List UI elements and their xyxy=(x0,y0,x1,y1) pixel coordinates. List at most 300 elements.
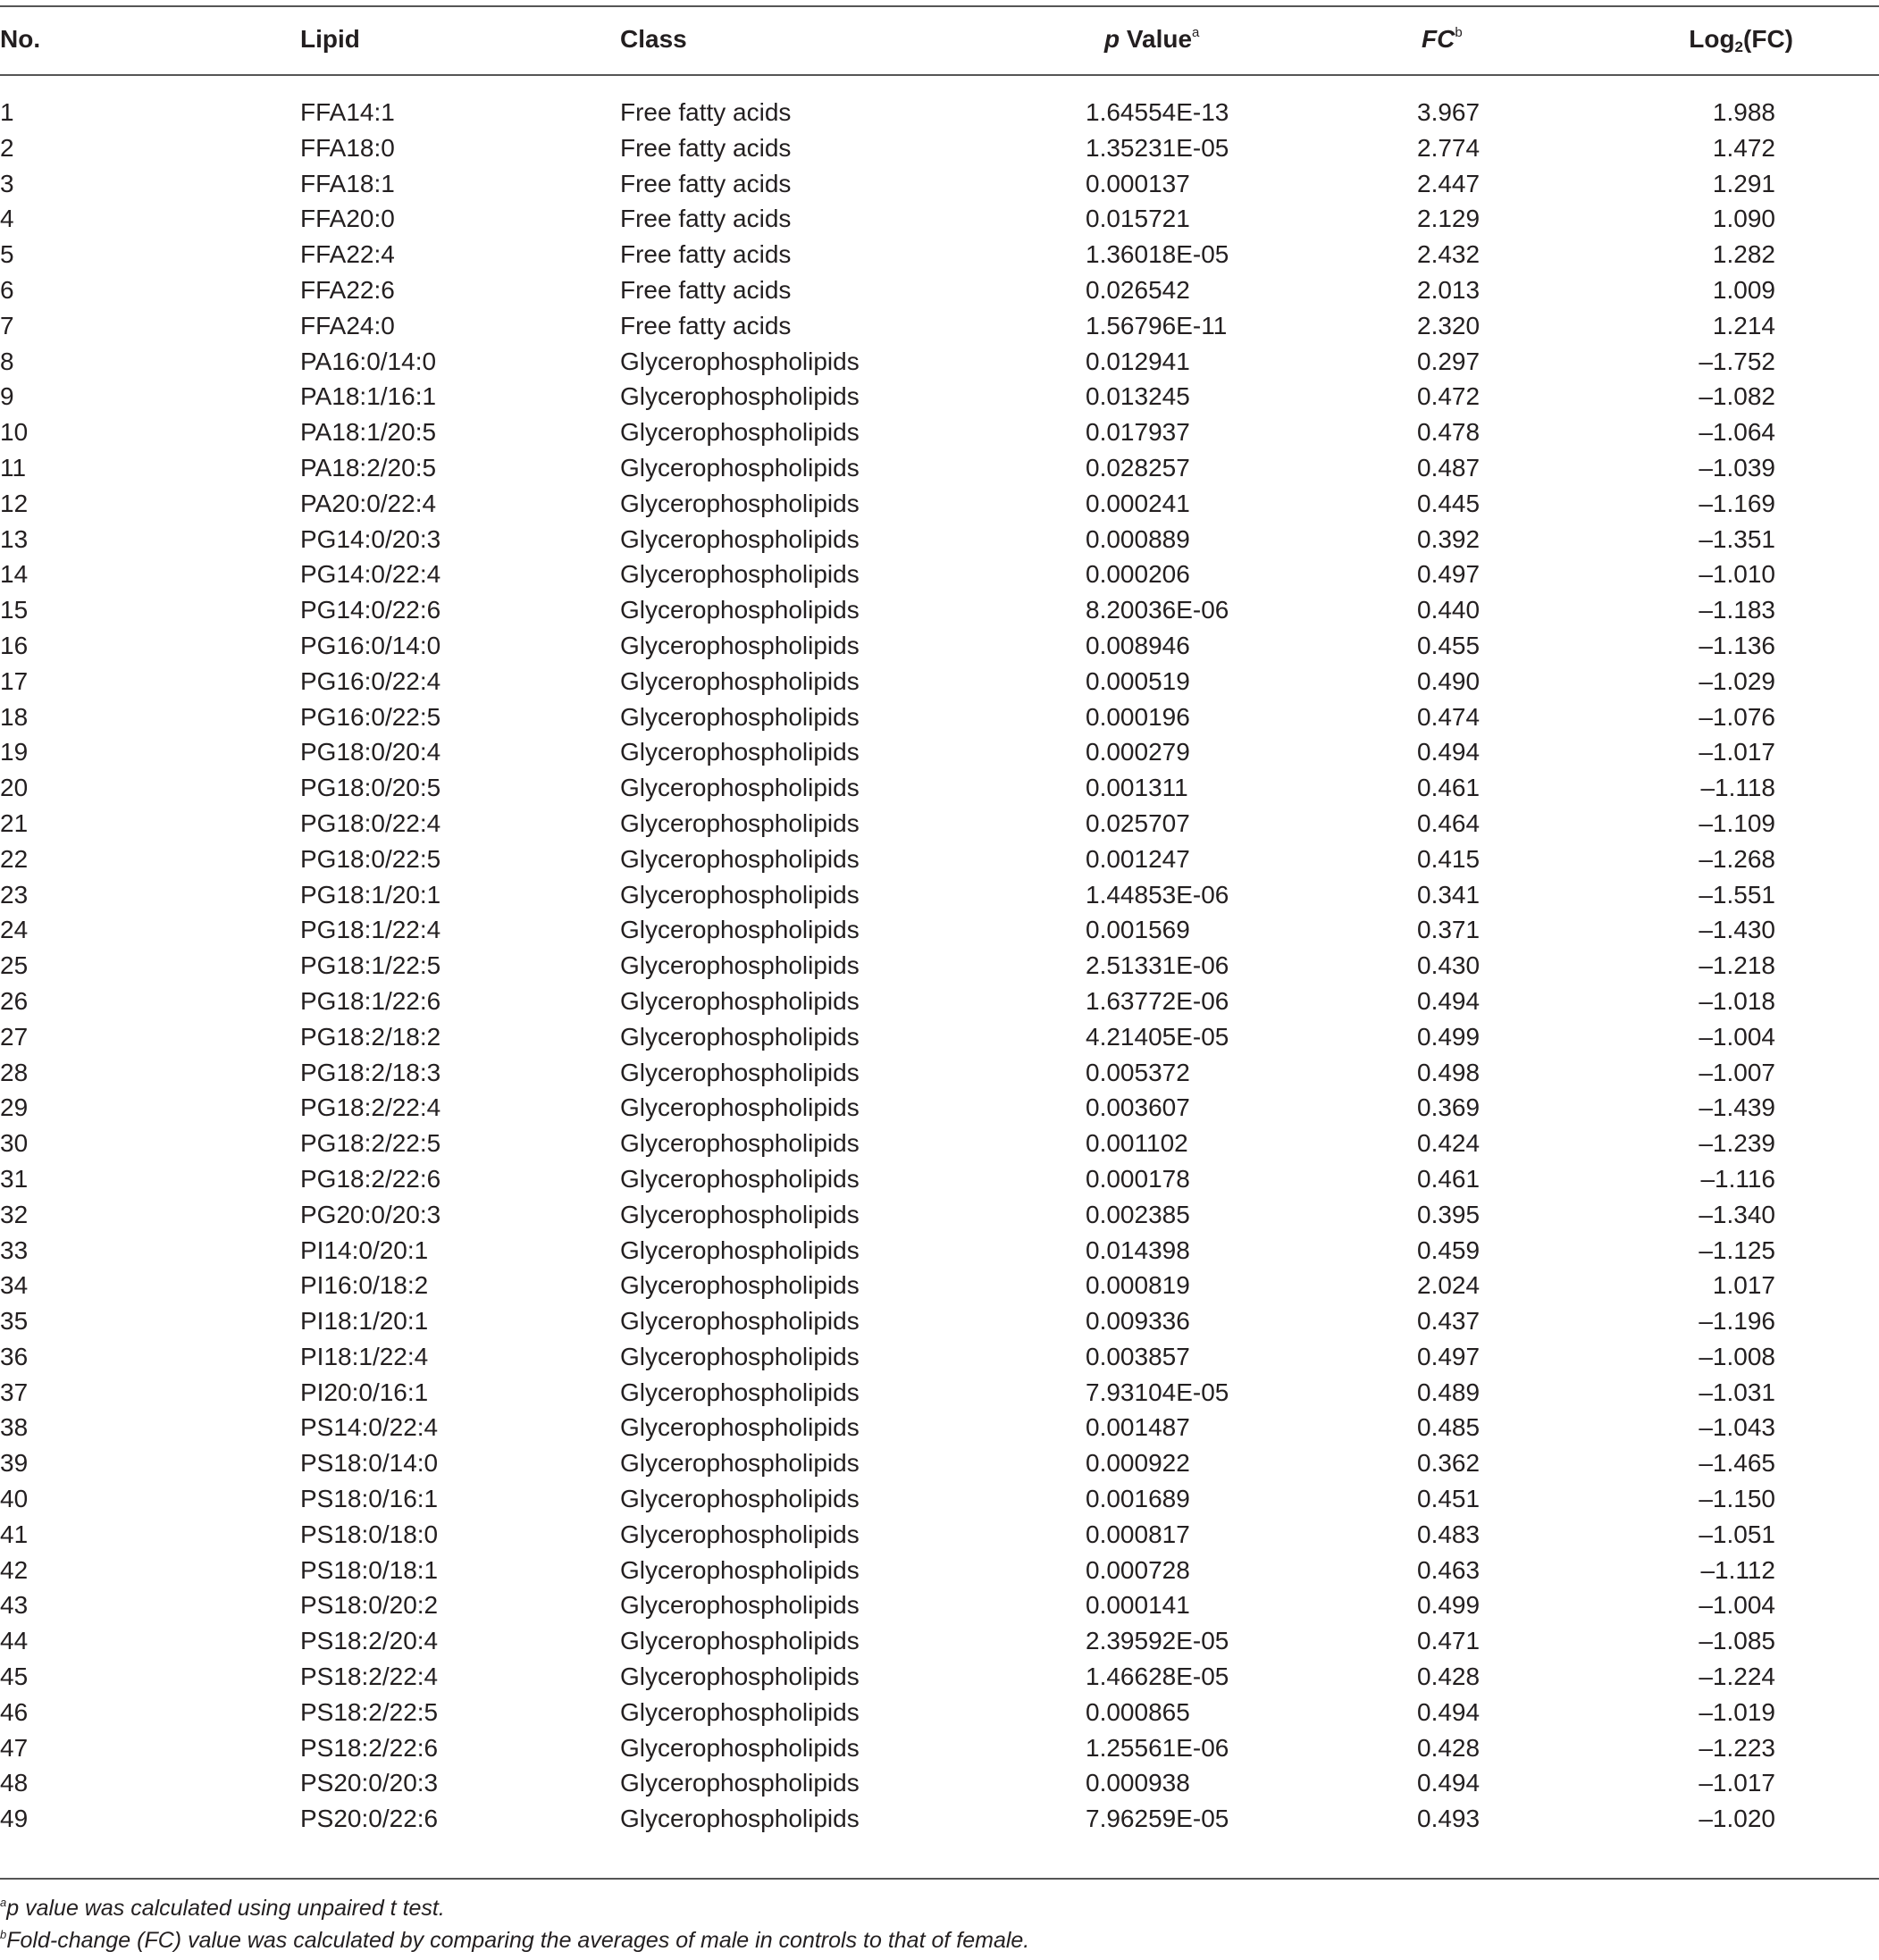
cell-log2-fc: –1.043 xyxy=(1699,1413,1775,1442)
cell-p-value: 0.001487 xyxy=(1086,1413,1190,1442)
cell-lipid: PI18:1/22:4 xyxy=(300,1342,429,1370)
cell-p-value: 0.001689 xyxy=(1086,1485,1190,1513)
cell-lipid: PG18:1/22:4 xyxy=(300,916,441,944)
cell-lipid: PG14:0/22:6 xyxy=(300,596,441,624)
header-log-subscript: 2 xyxy=(1734,38,1744,55)
cell-log2-fc: –1.031 xyxy=(1699,1378,1775,1406)
cell-log2-fc: –1.051 xyxy=(1699,1520,1775,1548)
cell-no: 35 xyxy=(0,1307,29,1336)
table-row xyxy=(0,1126,1879,1161)
cell-fc: 0.494 xyxy=(1417,1769,1481,1797)
cell-class: Glycerophospholipids xyxy=(620,1769,860,1797)
cell-no: 15 xyxy=(0,596,29,624)
cell-no: 12 xyxy=(0,489,29,517)
cell-no: 14 xyxy=(0,560,29,589)
cell-class: Glycerophospholipids xyxy=(620,347,860,375)
header-log-prefix: Log xyxy=(1689,25,1735,53)
cell-fc: 0.428 xyxy=(1417,1733,1481,1762)
cell-class: Glycerophospholipids xyxy=(620,453,860,482)
cell-class: Glycerophospholipids xyxy=(620,774,860,802)
cell-fc: 0.487 xyxy=(1417,453,1481,482)
header-rule xyxy=(0,74,1879,76)
header-p-label: Value xyxy=(1120,25,1193,53)
cell-class: Free fatty acids xyxy=(620,275,792,304)
cell-log2-fc: –1.150 xyxy=(1699,1485,1775,1513)
cell-log2-fc: –1.116 xyxy=(1700,1164,1775,1193)
cell-p-value: 0.003857 xyxy=(1086,1342,1190,1370)
table-row xyxy=(0,1339,1879,1375)
cell-class: Glycerophospholipids xyxy=(620,1271,860,1300)
table-row xyxy=(0,237,1879,272)
table-row xyxy=(0,522,1879,557)
cell-class: Glycerophospholipids xyxy=(620,1058,860,1086)
cell-no: 3 xyxy=(0,169,14,197)
cell-no: 9 xyxy=(0,382,14,411)
cell-p-value: 0.000819 xyxy=(1086,1271,1190,1300)
cell-p-value: 0.005372 xyxy=(1086,1058,1190,1086)
cell-p-value: 1.36018E-05 xyxy=(1086,240,1229,269)
table-row xyxy=(0,877,1879,913)
cell-log2-fc: –1.029 xyxy=(1699,666,1775,695)
cell-p-value: 0.015721 xyxy=(1086,205,1190,233)
cell-log2-fc: –1.004 xyxy=(1699,1591,1775,1620)
cell-class: Free fatty acids xyxy=(620,205,792,233)
table-row xyxy=(0,1303,1879,1339)
cell-p-value: 0.014398 xyxy=(1086,1235,1190,1264)
header-lipid: Lipid xyxy=(300,25,360,53)
cell-fc: 0.464 xyxy=(1417,808,1481,837)
cell-class: Glycerophospholipids xyxy=(620,738,860,766)
header-fc xyxy=(1422,21,1463,57)
table-row xyxy=(0,201,1879,237)
cell-log2-fc: –1.340 xyxy=(1699,1200,1775,1228)
table-row xyxy=(0,1268,1879,1303)
cell-p-value: 2.51331E-06 xyxy=(1086,951,1229,980)
cell-no: 48 xyxy=(0,1769,29,1797)
cell-class: Glycerophospholipids xyxy=(620,1307,860,1336)
cell-no: 34 xyxy=(0,1271,29,1300)
cell-no: 43 xyxy=(0,1591,29,1620)
cell-fc: 0.341 xyxy=(1417,880,1481,909)
cell-p-value: 1.35231E-05 xyxy=(1086,133,1229,162)
table-row xyxy=(0,1161,1879,1197)
cell-lipid: FFA24:0 xyxy=(300,311,395,339)
cell-log2-fc: 1.988 xyxy=(1712,98,1775,126)
cell-p-value: 0.013245 xyxy=(1086,382,1190,411)
cell-class: Glycerophospholipids xyxy=(620,1591,860,1620)
cell-fc: 2.432 xyxy=(1417,240,1481,269)
cell-no: 6 xyxy=(0,275,14,304)
table-row xyxy=(0,1019,1879,1055)
cell-lipid: PG18:1/22:5 xyxy=(300,951,441,980)
table-row xyxy=(0,1517,1879,1553)
cell-p-value: 1.64554E-13 xyxy=(1086,98,1229,126)
cell-no: 10 xyxy=(0,418,29,447)
cell-class: Glycerophospholipids xyxy=(620,489,860,517)
cell-p-value: 0.000817 xyxy=(1086,1520,1190,1548)
table-row xyxy=(0,1197,1879,1233)
cell-no: 22 xyxy=(0,844,29,873)
cell-log2-fc: 1.090 xyxy=(1712,205,1775,233)
cell-no: 33 xyxy=(0,1235,29,1264)
table-row xyxy=(0,415,1879,450)
table-row xyxy=(0,628,1879,664)
cell-fc: 0.395 xyxy=(1417,1200,1481,1228)
cell-log2-fc: –1.018 xyxy=(1699,986,1775,1015)
cell-no: 8 xyxy=(0,347,14,375)
cell-lipid: PG18:0/22:5 xyxy=(300,844,441,873)
cell-no: 21 xyxy=(0,808,29,837)
cell-fc: 0.461 xyxy=(1417,1164,1481,1193)
cell-fc: 2.447 xyxy=(1417,169,1481,197)
cell-p-value: 0.002385 xyxy=(1086,1200,1190,1228)
cell-log2-fc: 1.472 xyxy=(1712,133,1775,162)
cell-p-value: 0.000206 xyxy=(1086,560,1190,589)
cell-class: Glycerophospholipids xyxy=(620,1164,860,1193)
cell-no: 42 xyxy=(0,1555,29,1584)
cell-fc: 0.455 xyxy=(1417,631,1481,659)
cell-class: Glycerophospholipids xyxy=(620,986,860,1015)
top-rule xyxy=(0,5,1879,7)
cell-lipid: PI18:1/20:1 xyxy=(300,1307,429,1336)
cell-no: 27 xyxy=(0,1022,29,1051)
cell-no: 30 xyxy=(0,1129,29,1158)
cell-class: Glycerophospholipids xyxy=(620,524,860,553)
cell-p-value: 0.001102 xyxy=(1086,1129,1188,1158)
cell-fc: 2.024 xyxy=(1417,1271,1481,1300)
header-log-suffix: (FC) xyxy=(1743,25,1793,53)
bottom-rule xyxy=(0,1878,1879,1880)
header-log2-fc xyxy=(1689,21,1793,57)
cell-class: Glycerophospholipids xyxy=(620,1093,860,1122)
cell-p-value: 1.44853E-06 xyxy=(1086,880,1229,909)
cell-lipid: PS18:0/16:1 xyxy=(300,1485,439,1513)
cell-lipid: PG18:0/20:5 xyxy=(300,774,441,802)
cell-class: Glycerophospholipids xyxy=(620,1449,860,1478)
cell-lipid: PI16:0/18:2 xyxy=(300,1271,429,1300)
cell-log2-fc: –1.112 xyxy=(1700,1555,1775,1584)
cell-p-value: 0.000178 xyxy=(1086,1164,1190,1193)
cell-log2-fc: –1.008 xyxy=(1699,1342,1775,1370)
cell-no: 37 xyxy=(0,1378,29,1406)
cell-p-value: 0.025707 xyxy=(1086,808,1190,837)
cell-log2-fc: –1.017 xyxy=(1699,738,1775,766)
cell-lipid: PG18:0/22:4 xyxy=(300,808,441,837)
cell-fc: 0.471 xyxy=(1417,1627,1481,1655)
cell-log2-fc: 1.282 xyxy=(1712,240,1775,269)
table-row xyxy=(0,842,1879,877)
cell-class: Glycerophospholipids xyxy=(620,880,860,909)
cell-fc: 0.499 xyxy=(1417,1591,1481,1620)
cell-log2-fc: 1.291 xyxy=(1712,169,1775,197)
cell-log2-fc: –1.109 xyxy=(1699,808,1775,837)
cell-lipid: PS14:0/22:4 xyxy=(300,1413,439,1442)
table-row xyxy=(0,592,1879,628)
cell-lipid: PG14:0/22:4 xyxy=(300,560,441,589)
cell-p-value: 0.000728 xyxy=(1086,1555,1190,1584)
cell-lipid: PS18:0/20:2 xyxy=(300,1591,439,1620)
cell-fc: 0.415 xyxy=(1417,844,1481,873)
cell-class: Glycerophospholipids xyxy=(620,418,860,447)
cell-lipid: PG18:0/20:4 xyxy=(300,738,441,766)
cell-fc: 0.494 xyxy=(1417,1697,1481,1726)
cell-p-value: 0.000865 xyxy=(1086,1697,1190,1726)
cell-class: Glycerophospholipids xyxy=(620,1022,860,1051)
cell-fc: 0.369 xyxy=(1417,1093,1481,1122)
cell-class: Free fatty acids xyxy=(620,311,792,339)
cell-log2-fc: –1.007 xyxy=(1699,1058,1775,1086)
cell-p-value: 0.001247 xyxy=(1086,844,1190,873)
cell-lipid: PS18:0/18:1 xyxy=(300,1555,439,1584)
cell-fc: 0.459 xyxy=(1417,1235,1481,1264)
cell-class: Glycerophospholipids xyxy=(620,1235,860,1264)
cell-no: 28 xyxy=(0,1058,29,1086)
cell-lipid: PS18:0/14:0 xyxy=(300,1449,439,1478)
cell-lipid: FFA18:0 xyxy=(300,133,395,162)
table-row xyxy=(0,699,1879,735)
footnote-b-mark: b xyxy=(0,1928,7,1941)
cell-log2-fc: 1.017 xyxy=(1712,1271,1775,1300)
cell-p-value: 1.63772E-06 xyxy=(1086,986,1229,1015)
cell-fc: 2.774 xyxy=(1417,133,1481,162)
cell-class: Glycerophospholipids xyxy=(620,560,860,589)
cell-class: Free fatty acids xyxy=(620,98,792,126)
cell-lipid: PG18:2/22:4 xyxy=(300,1093,441,1122)
footnote-a xyxy=(0,1896,445,1922)
cell-log2-fc: –1.218 xyxy=(1699,951,1775,980)
cell-log2-fc: 1.214 xyxy=(1712,311,1775,339)
cell-lipid: PG20:0/20:3 xyxy=(300,1200,441,1228)
cell-fc: 0.362 xyxy=(1417,1449,1481,1478)
cell-lipid: PG18:2/22:6 xyxy=(300,1164,441,1193)
cell-p-value: 0.000137 xyxy=(1086,169,1190,197)
cell-no: 25 xyxy=(0,951,29,980)
table-row xyxy=(0,1623,1879,1659)
cell-p-value: 0.000922 xyxy=(1086,1449,1190,1478)
cell-no: 2 xyxy=(0,133,14,162)
cell-fc: 0.499 xyxy=(1417,1022,1481,1051)
cell-log2-fc: –1.430 xyxy=(1699,916,1775,944)
cell-p-value: 1.46628E-05 xyxy=(1086,1663,1229,1691)
cell-log2-fc: –1.039 xyxy=(1699,453,1775,482)
cell-p-value: 0.009336 xyxy=(1086,1307,1190,1336)
cell-p-value: 0.000141 xyxy=(1086,1591,1190,1620)
table-row xyxy=(0,1410,1879,1445)
cell-lipid: PG16:0/14:0 xyxy=(300,631,441,659)
cell-p-value: 0.008946 xyxy=(1086,631,1190,659)
cell-fc: 0.497 xyxy=(1417,560,1481,589)
cell-log2-fc: –1.239 xyxy=(1699,1129,1775,1158)
cell-lipid: PS18:2/20:4 xyxy=(300,1627,439,1655)
cell-class: Glycerophospholipids xyxy=(620,1413,860,1442)
cell-no: 46 xyxy=(0,1697,29,1726)
cell-class: Free fatty acids xyxy=(620,240,792,269)
cell-class: Glycerophospholipids xyxy=(620,1200,860,1228)
cell-class: Glycerophospholipids xyxy=(620,382,860,411)
cell-fc: 0.440 xyxy=(1417,596,1481,624)
cell-no: 39 xyxy=(0,1449,29,1478)
cell-lipid: PG18:1/20:1 xyxy=(300,880,441,909)
cell-log2-fc: –1.351 xyxy=(1699,524,1775,553)
cell-log2-fc: –1.268 xyxy=(1699,844,1775,873)
cell-log2-fc: –1.085 xyxy=(1699,1627,1775,1655)
cell-class: Glycerophospholipids xyxy=(620,1378,860,1406)
cell-log2-fc: –1.183 xyxy=(1699,596,1775,624)
cell-lipid: PG18:1/22:6 xyxy=(300,986,441,1015)
table-row xyxy=(0,1659,1879,1695)
cell-log2-fc: –1.004 xyxy=(1699,1022,1775,1051)
header-class: Class xyxy=(620,25,687,53)
cell-log2-fc: –1.551 xyxy=(1699,880,1775,909)
header-no: No. xyxy=(0,25,41,53)
cell-log2-fc: –1.196 xyxy=(1699,1307,1775,1336)
cell-no: 24 xyxy=(0,916,29,944)
cell-p-value: 8.20036E-06 xyxy=(1086,596,1229,624)
cell-no: 18 xyxy=(0,702,29,731)
cell-fc: 0.498 xyxy=(1417,1058,1481,1086)
cell-log2-fc: –1.017 xyxy=(1699,1769,1775,1797)
footnote-a-text: p value was calculated using unpaired t test. xyxy=(6,1896,445,1921)
cell-no: 26 xyxy=(0,986,29,1015)
table-row xyxy=(0,1090,1879,1126)
cell-log2-fc: –1.082 xyxy=(1699,382,1775,411)
table-row xyxy=(0,912,1879,948)
cell-log2-fc: –1.125 xyxy=(1699,1235,1775,1264)
cell-fc: 3.967 xyxy=(1417,98,1481,126)
cell-class: Glycerophospholipids xyxy=(620,951,860,980)
cell-log2-fc: –1.136 xyxy=(1699,631,1775,659)
table-row xyxy=(0,272,1879,308)
cell-fc: 0.472 xyxy=(1417,382,1481,411)
cell-fc: 0.392 xyxy=(1417,524,1481,553)
cell-log2-fc: –1.223 xyxy=(1699,1733,1775,1762)
cell-class: Free fatty acids xyxy=(620,133,792,162)
cell-class: Glycerophospholipids xyxy=(620,1520,860,1548)
cell-p-value: 0.028257 xyxy=(1086,453,1190,482)
cell-log2-fc: –1.752 xyxy=(1699,347,1775,375)
cell-log2-fc: –1.118 xyxy=(1700,774,1775,802)
cell-no: 29 xyxy=(0,1093,29,1122)
table-row xyxy=(0,557,1879,592)
cell-p-value: 0.000519 xyxy=(1086,666,1190,695)
cell-log2-fc: 1.009 xyxy=(1712,275,1775,304)
table-row xyxy=(0,308,1879,344)
table-row xyxy=(0,1481,1879,1517)
table-row xyxy=(0,948,1879,984)
cell-fc: 0.478 xyxy=(1417,418,1481,447)
table-row xyxy=(0,1233,1879,1269)
cell-no: 19 xyxy=(0,738,29,766)
table-row xyxy=(0,806,1879,842)
cell-p-value: 0.026542 xyxy=(1086,275,1190,304)
cell-fc: 0.485 xyxy=(1417,1413,1481,1442)
cell-p-value: 0.017937 xyxy=(1086,418,1190,447)
cell-class: Glycerophospholipids xyxy=(620,1627,860,1655)
table-row xyxy=(0,984,1879,1019)
cell-log2-fc: –1.064 xyxy=(1699,418,1775,447)
cell-p-value: 0.000279 xyxy=(1086,738,1190,766)
cell-no: 11 xyxy=(0,453,27,482)
cell-no: 41 xyxy=(0,1520,29,1548)
cell-no: 23 xyxy=(0,880,29,909)
cell-lipid: PS20:0/22:6 xyxy=(300,1805,439,1833)
cell-log2-fc: –1.076 xyxy=(1699,702,1775,731)
cell-lipid: PI14:0/20:1 xyxy=(300,1235,429,1264)
cell-fc: 0.497 xyxy=(1417,1342,1481,1370)
cell-no: 31 xyxy=(0,1164,29,1193)
cell-no: 47 xyxy=(0,1733,29,1762)
cell-no: 17 xyxy=(0,666,29,695)
cell-no: 45 xyxy=(0,1663,29,1691)
footnote-b-text: Fold-change (FC) value was calculated by comparing the averages of male in controls to that of female. xyxy=(6,1928,1030,1953)
cell-lipid: PG18:2/22:5 xyxy=(300,1129,441,1158)
cell-lipid: PI20:0/16:1 xyxy=(300,1378,429,1406)
cell-fc: 0.493 xyxy=(1417,1805,1481,1833)
cell-p-value: 0.001569 xyxy=(1086,916,1190,944)
cell-class: Glycerophospholipids xyxy=(620,1663,860,1691)
cell-no: 1 xyxy=(0,98,14,126)
table-row xyxy=(0,379,1879,415)
cell-class: Glycerophospholipids xyxy=(620,808,860,837)
table-row xyxy=(0,664,1879,699)
cell-no: 44 xyxy=(0,1627,29,1655)
cell-fc: 2.129 xyxy=(1417,205,1481,233)
table-row xyxy=(0,344,1879,380)
cell-p-value: 0.001311 xyxy=(1086,774,1188,802)
cell-lipid: PA18:1/20:5 xyxy=(300,418,437,447)
cell-lipid: PA16:0/14:0 xyxy=(300,347,437,375)
table-row xyxy=(0,1445,1879,1481)
cell-fc: 2.013 xyxy=(1417,275,1481,304)
cell-class: Glycerophospholipids xyxy=(620,1805,860,1833)
cell-class: Glycerophospholipids xyxy=(620,1733,860,1762)
cell-class: Glycerophospholipids xyxy=(620,1342,860,1370)
cell-lipid: PG14:0/20:3 xyxy=(300,524,441,553)
cell-log2-fc: –1.169 xyxy=(1699,489,1775,517)
cell-class: Glycerophospholipids xyxy=(620,1485,860,1513)
cell-class: Glycerophospholipids xyxy=(620,1129,860,1158)
cell-lipid: FFA22:6 xyxy=(300,275,395,304)
cell-fc: 0.483 xyxy=(1417,1520,1481,1548)
cell-class: Glycerophospholipids xyxy=(620,596,860,624)
cell-p-value: 1.25561E-06 xyxy=(1086,1733,1229,1762)
cell-class: Glycerophospholipids xyxy=(620,702,860,731)
cell-p-value: 7.96259E-05 xyxy=(1086,1805,1229,1833)
header-fc-label: FC xyxy=(1422,25,1455,53)
cell-p-value: 0.012941 xyxy=(1086,347,1190,375)
cell-fc: 2.320 xyxy=(1417,311,1481,339)
footnote-b xyxy=(0,1928,1029,1954)
cell-no: 38 xyxy=(0,1413,29,1442)
cell-lipid: PS18:2/22:6 xyxy=(300,1733,439,1762)
cell-no: 32 xyxy=(0,1200,29,1228)
table-row xyxy=(0,1765,1879,1801)
cell-lipid: FFA18:1 xyxy=(300,169,395,197)
table-row xyxy=(0,486,1879,522)
cell-log2-fc: –1.010 xyxy=(1699,560,1775,589)
cell-p-value: 0.000938 xyxy=(1086,1769,1190,1797)
cell-fc: 0.297 xyxy=(1417,347,1481,375)
table-row xyxy=(0,1375,1879,1411)
cell-no: 13 xyxy=(0,524,29,553)
table-row xyxy=(0,734,1879,770)
cell-lipid: PG18:2/18:3 xyxy=(300,1058,441,1086)
header-p-italic: p xyxy=(1104,25,1120,53)
cell-fc: 0.474 xyxy=(1417,702,1481,731)
cell-class: Glycerophospholipids xyxy=(620,631,860,659)
table-row xyxy=(0,130,1879,166)
header-p-footnote-mark: a xyxy=(1192,25,1200,40)
